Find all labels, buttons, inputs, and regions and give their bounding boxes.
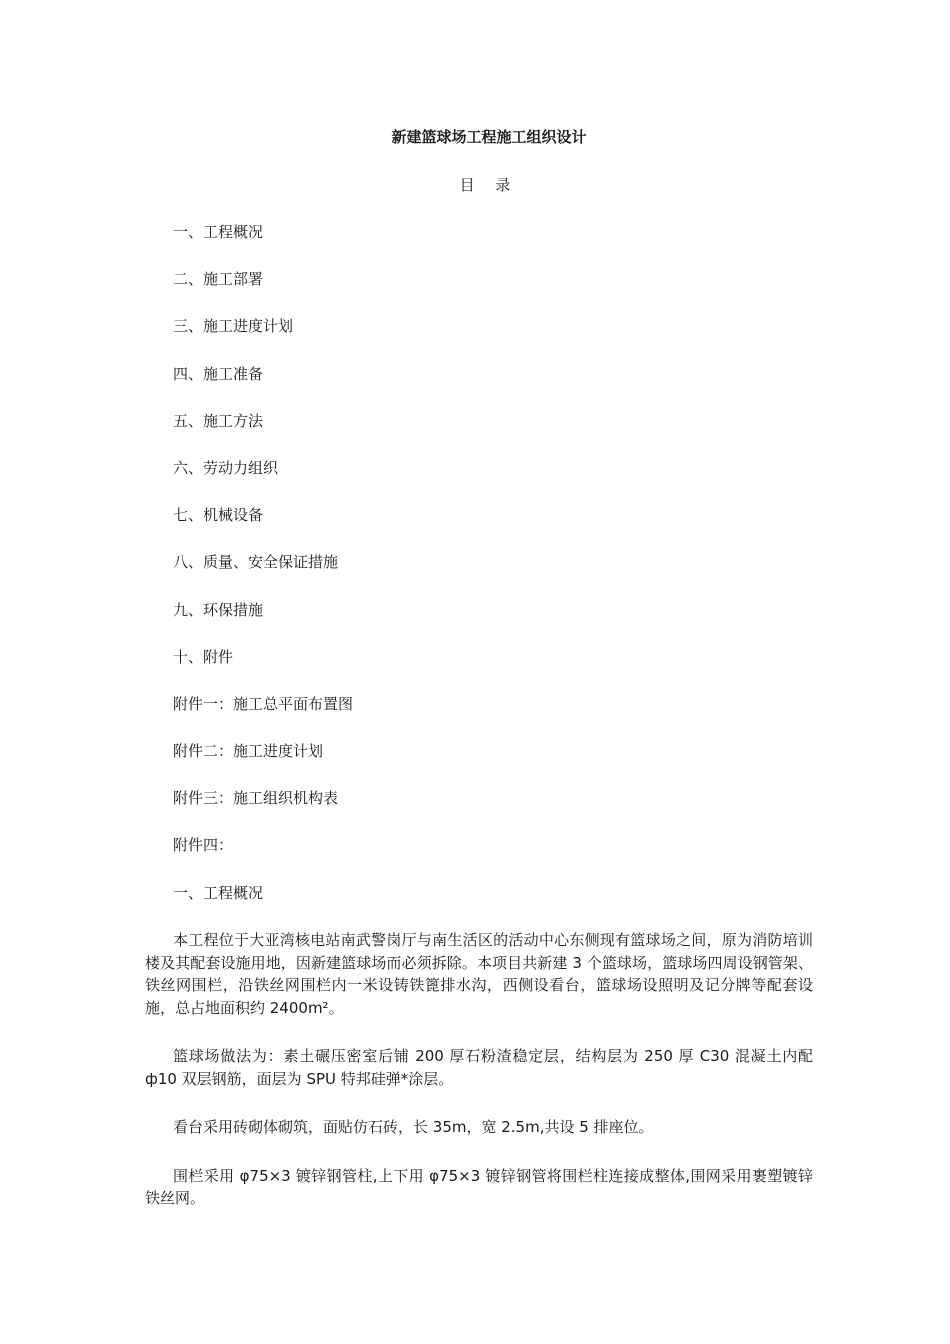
toc-item: 二、施工部署 [173,270,264,289]
toc-item: 一、工程概况 [173,223,264,241]
toc-item: 三、施工进度计划 [173,317,294,336]
toc-item: 附件二：施工进度计划 [173,742,324,761]
toc-item: 八、质量、安全保证措施 [173,553,339,572]
paragraph: 围栏采用 φ75×3 镀锌钢管柱,上下用 φ75×3 镀锌钢管将围栏柱连接成整体,围网采用裹塑镀锌铁丝网。 [145,1166,813,1207]
toc-item: 七、机械设备 [173,506,264,525]
table-of-contents [173,221,353,882]
toc-item: 十、附件 [173,647,234,666]
toc-heading: 目 录 [459,176,519,194]
toc-item: 附件四： [173,836,234,855]
toc-item: 附件一：施工总平面布置图 [173,694,354,713]
paragraph: 看台采用砖砌体砌筑，面贴仿石砖，长 35m，宽 2.5m,共设 5 排座位。 [173,1118,654,1136]
paragraph: 本工程位于大亚湾核电站南武警岗厅与南生活区的活动中心东侧现有篮球场之间，原为消防培训楼及其配套设施用地，因新建篮球场而必须拆除。本项目共新建 3 个篮球场，篮球场四周设钢管架、铁丝网围栏，沿铁丝网围栏内一米设铸铁篦排水沟，西侧设看台，篮球场设照明及记分牌等配套设施，总占地面积约 2400m²。 [145,931,813,1017]
section-body [145,929,813,1236]
toc-item: 五、施工方法 [173,411,264,430]
section-heading: 一、工程概况 [173,884,264,902]
toc-item: 九、环保措施 [173,600,264,619]
toc-item: 四、施工准备 [173,364,264,383]
toc-item: 附件三：施工组织机构表 [173,789,339,808]
document-title: 新建篮球场工程施工组织设计 [391,128,587,146]
toc-item: 六、劳动力组织 [173,458,279,477]
paragraph: 篮球场做法为：素土碾压密室后铺 200 厚石粉渣稳定层，结构层为 250 厚 C30 混凝土内配 ф10 双层钢筋，面层为 SPU 特邦硅弹*涂层。 [145,1047,813,1088]
